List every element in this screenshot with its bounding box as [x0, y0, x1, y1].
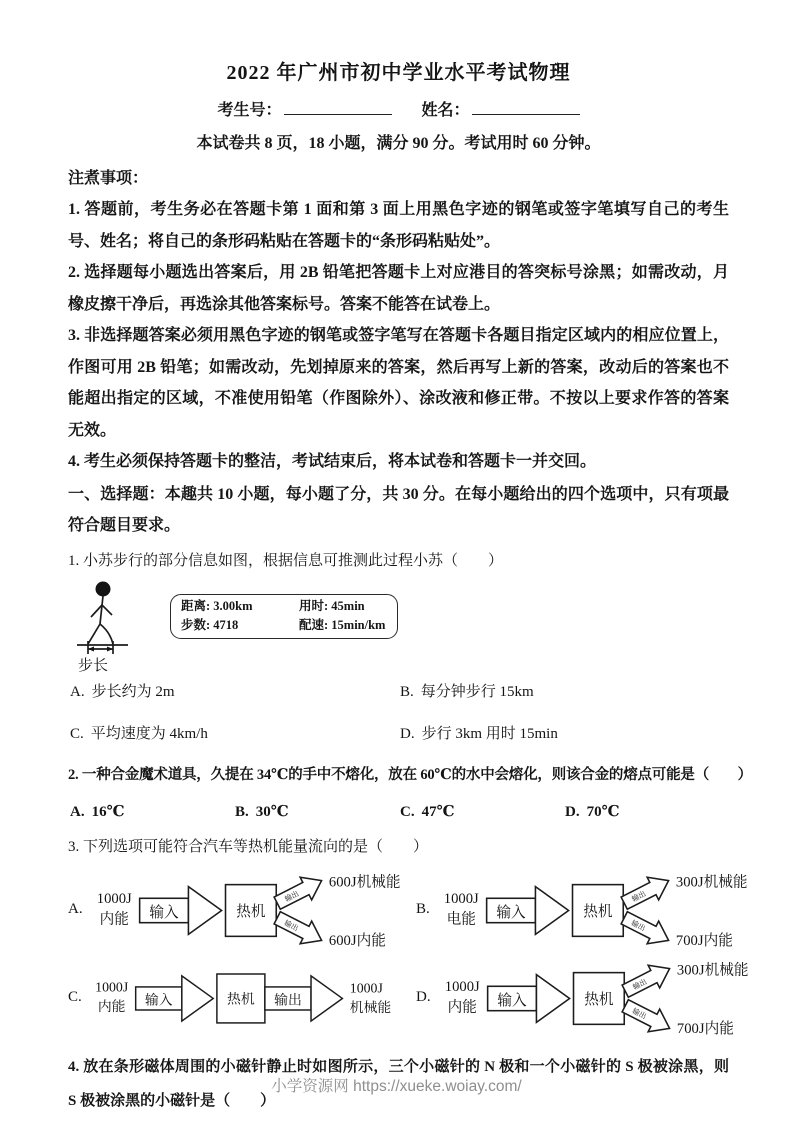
q3-option-b-label: B.: [416, 901, 430, 917]
input-arrow-head: [536, 974, 569, 1022]
output-arrow-bottom: [619, 994, 675, 1039]
output-arrow-top: [271, 869, 327, 914]
footer-site-name: 小学资源网: [271, 1078, 349, 1095]
section-one-heading: 一、选择题：本趣共 10 小题，每小题了分，共 30 分。在每小题给出的四个选项中，只有项最符合题目要求。: [68, 485, 729, 534]
footer-url-link[interactable]: https://xueke.woiay.com/: [353, 1078, 522, 1095]
candidate-no-label: 考生号：: [217, 102, 282, 119]
output-arrow-top: [619, 957, 675, 1002]
output-arrow-top: [618, 869, 674, 914]
question-3-diagrams: [68, 868, 749, 1040]
output-arrow-head: [311, 975, 342, 1020]
svg-text:输出: 输出: [630, 976, 648, 992]
question-4-stem: 4. 放在条形磁体周围的小磁针静止时如图所示，三个小磁针的 N 极和一个小磁针的 S 极被涂黑，则 S 极被涂黑的小磁针是（ ）: [68, 1058, 729, 1109]
question-1-options: [70, 678, 729, 749]
pace-item: 配速: 15min/km: [299, 617, 386, 632]
q2-option-b: B. 30℃: [235, 803, 289, 820]
svg-text:输出: 输出: [282, 917, 300, 933]
svg-text:600J内能: 600J内能: [328, 932, 386, 949]
q3-diagram-b: [416, 868, 755, 952]
svg-text:1000J: 1000J: [444, 978, 480, 995]
svg-text:热机: 热机: [583, 991, 614, 1008]
name-label: 姓名：: [421, 102, 470, 119]
svg-text:输入: 输入: [144, 991, 173, 1007]
q3-option-d-label: D.: [416, 989, 431, 1005]
question-2-options: [70, 798, 729, 827]
svg-text:热机: 热机: [583, 903, 613, 920]
notices-heading: 注煮事项：: [68, 170, 149, 187]
candidate-info-line: [68, 97, 729, 120]
svg-text:1000J: 1000J: [94, 979, 128, 995]
question-2-stem: 2. 一种合金魔术道具，久提在 34℃的手中不熔化，放在 60℃的水中会熔化，则该合金的熔点可能是（ ）: [68, 766, 752, 783]
svg-text:600J机械能: 600J机械能: [328, 874, 401, 891]
q3-option-a-label: A.: [68, 901, 83, 917]
walking-info-box: [170, 594, 398, 639]
question-3-stem: 3. 下列选项可能符合汽车等热机能量流向的是（ ）: [68, 838, 429, 855]
energy-flow-diagram-a: [85, 868, 407, 952]
q3-diagram-a: [68, 868, 416, 952]
output-arrow-bottom: [271, 906, 327, 951]
step-length-label: 步长: [78, 657, 109, 674]
notice-item-3: 3. 非选择题答案必须用黑色字迹的钢笔或签字笔写在答题卡各题目指定区域内的相应位置上，作图可用 2B 铅笔；如需改动，先划掉原来的答案，然后再写上新的答案，改动后的答案也不能超出指定的区域，不准使用铅笔（作图除外）、涂改液和修正带。不按以上要求作答的答案无效。: [68, 327, 729, 439]
name-blank: [472, 101, 580, 115]
input-arrow-head: [182, 975, 213, 1020]
q1-option-a: A. 步长约为 2m: [70, 683, 175, 700]
svg-text:700J内能: 700J内能: [675, 932, 733, 949]
svg-text:1000J: 1000J: [349, 979, 383, 995]
input-arrow-head: [535, 886, 568, 934]
svg-text:热机: 热机: [235, 903, 266, 920]
input-arrow-head: [188, 886, 221, 934]
svg-text:700J内能: 700J内能: [676, 1020, 734, 1037]
output-arrow-bottom: [618, 906, 674, 951]
energy-flow-diagram-c: [84, 956, 416, 1040]
q3-option-c-label: C.: [68, 989, 82, 1005]
q1-option-b: B. 每分钟步行 15km: [400, 683, 534, 700]
q2-option-d: D. 70℃: [565, 803, 620, 820]
svg-text:输出: 输出: [630, 1005, 648, 1021]
q1-option-d: D. 步行 3km 用时 15min: [400, 725, 558, 742]
svg-text:300J机械能: 300J机械能: [676, 962, 749, 979]
svg-text:1000J: 1000J: [96, 890, 132, 907]
svg-text:输入: 输入: [148, 904, 179, 921]
svg-text:电能: 电能: [446, 911, 476, 928]
time-item: 用时: 45min: [299, 598, 365, 613]
svg-text:输出: 输出: [629, 888, 648, 904]
svg-text:热机: 热机: [226, 991, 255, 1007]
svg-text:输出: 输出: [629, 917, 647, 933]
walking-person-icon: [70, 578, 144, 674]
svg-text:输入: 输入: [496, 992, 527, 1009]
distance-item: 距离: 3.00km: [181, 598, 253, 613]
page-title: 2022 年广州市初中学业水平考试物理: [226, 62, 571, 84]
svg-text:输出: 输出: [273, 991, 302, 1007]
svg-text:1000J: 1000J: [443, 890, 479, 907]
q1-option-c: C. 平均速度为 4km/h: [70, 725, 208, 742]
svg-text:内能: 内能: [97, 998, 126, 1014]
energy-flow-diagram-d: [433, 956, 755, 1040]
svg-text:输出: 输出: [282, 888, 300, 904]
q2-option-a: A. 16℃: [70, 803, 125, 820]
question-1-stem: 1. 小苏步行的部分信息如图，根据信息可推测此过程小苏（ ）: [68, 552, 504, 569]
svg-text:内能: 内能: [447, 999, 477, 1016]
paper-info-line: 本试卷共 8 页，18 小题，满分 90 分。考试用时 60 分钟。: [196, 135, 601, 152]
energy-flow-diagram-b: [432, 868, 754, 952]
q2-option-c: C. 47℃: [400, 803, 455, 820]
svg-text:300J机械能: 300J机械能: [675, 874, 748, 891]
svg-text:输入: 输入: [496, 904, 526, 921]
svg-text:机械能: 机械能: [349, 999, 392, 1015]
q3-diagram-c: [68, 956, 416, 1040]
notice-item-1: 1. 答题前，考生务必在答题卡第 1 面和第 3 面上用黑色字迹的钢笔或签字笔填写自己的考生号、姓名；将自己的条形码粘贴在答题卡的“条形码粘贴处”。: [68, 201, 729, 250]
notice-item-4: 4. 考生必须保持答题卡的整洁，考试结束后，将本试卷和答题卡一并交回。: [68, 453, 597, 470]
steps-item: 步数: 4718: [181, 617, 239, 632]
notice-item-2: 2. 选择题每小题选出答案后，用 2B 铅笔把答题卡上对应港目的答突标号涂黑；如需改动，月橡皮擦干净后，再选涂其他答案标号。答案不能答在试卷上。: [68, 264, 729, 313]
question-1-figure: [70, 578, 729, 674]
svg-text:内能: 内能: [99, 911, 129, 928]
footer-watermark: [0, 1074, 793, 1096]
candidate-no-blank: [284, 101, 392, 115]
q3-diagram-d: [416, 956, 755, 1040]
